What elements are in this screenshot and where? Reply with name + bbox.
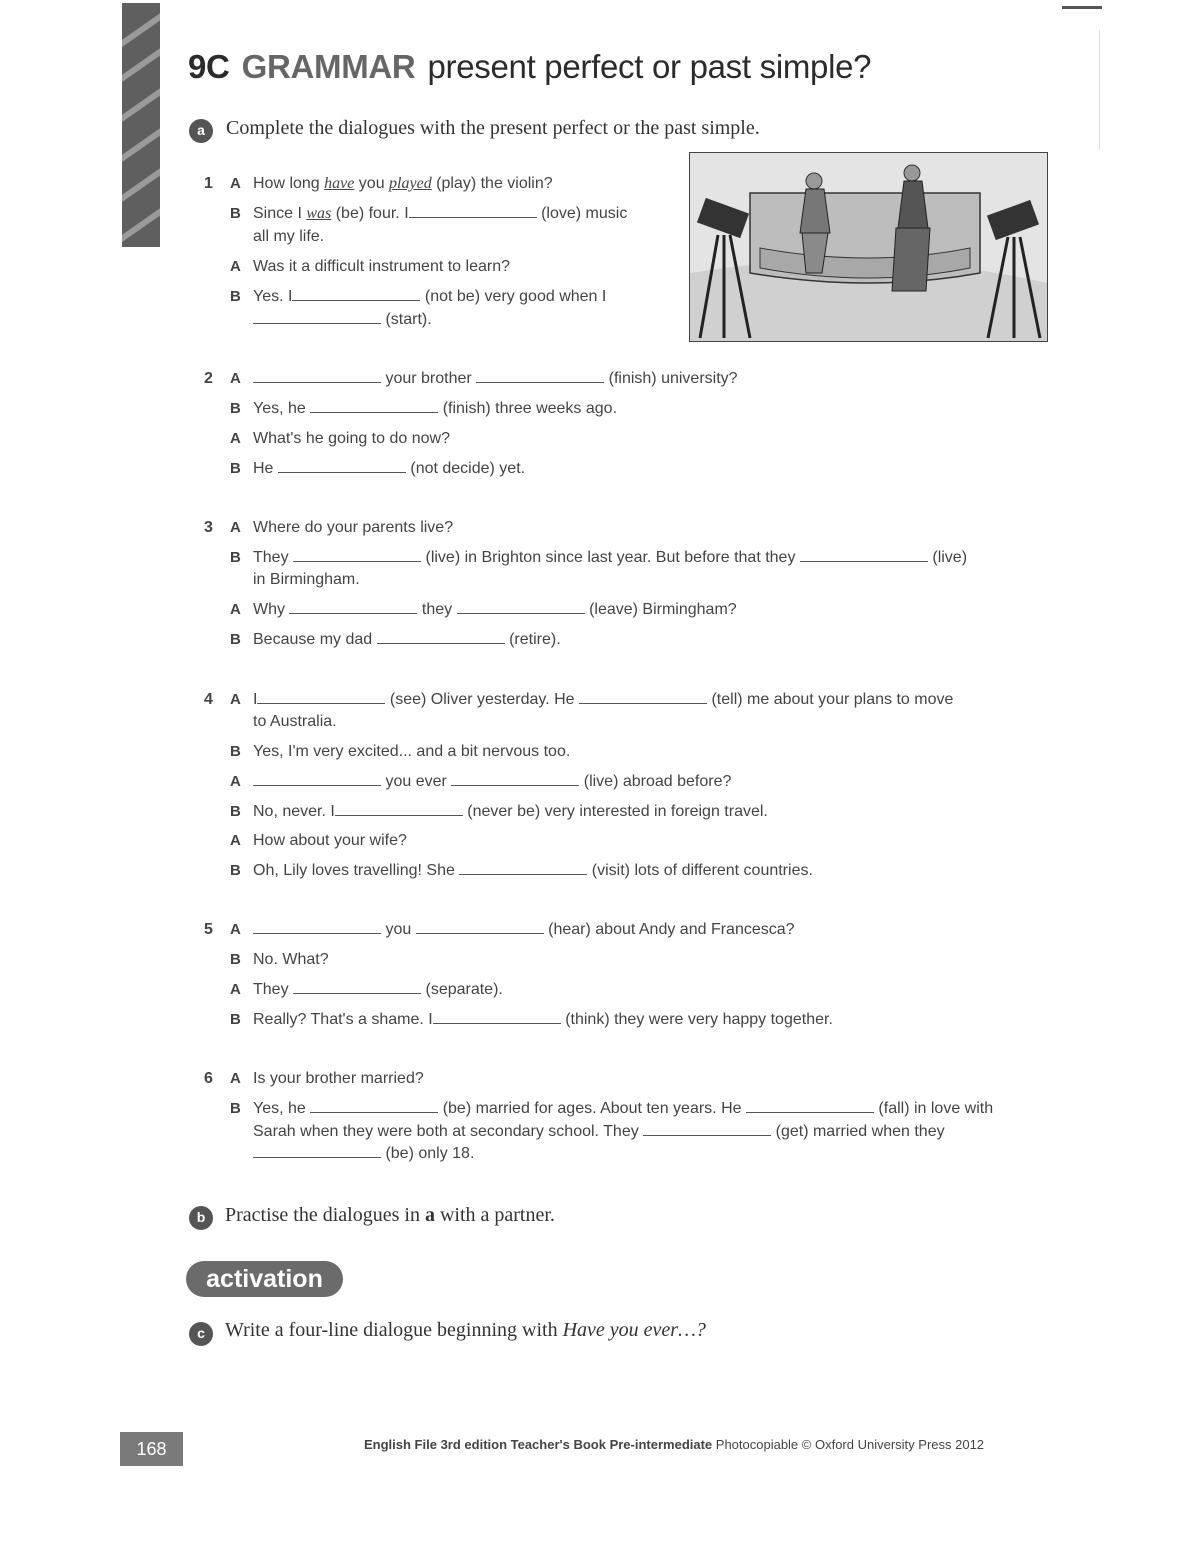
exercise-b-instruction: Practise the dialogues in a with a partner. (225, 1204, 555, 1226)
copyright-footer: English File 3rd edition Teacher's Book Pre-intermediate Photocopiable © Oxford University Press 2012 (364, 1437, 985, 1452)
speaker-label: B (230, 400, 241, 417)
handwritten-answer: played (389, 175, 432, 192)
dialogue-3-line-2-cont: in Birmingham. (253, 571, 360, 588)
tv-interview-illustration (689, 152, 1048, 342)
dialogue-5-line-1: you (hear) about Andy and Francesca? (253, 919, 795, 941)
answer-blank[interactable] (253, 1143, 381, 1158)
speaker-label: B (230, 205, 241, 222)
decorative-side-stripe (122, 3, 160, 247)
answer-blank[interactable] (746, 1098, 874, 1113)
answer-blank[interactable] (476, 368, 604, 383)
answer-blank[interactable] (579, 689, 707, 704)
answer-blank[interactable] (289, 599, 417, 614)
answer-blank[interactable] (377, 629, 505, 644)
speaker-label: B (230, 862, 241, 879)
answer-blank[interactable] (643, 1121, 771, 1136)
dialogue-4-line-1-cont: to Australia. (253, 713, 337, 730)
grammar-topic: present perfect or past simple? (427, 48, 872, 85)
dialogue-2-line-1: your brother (finish) university? (253, 368, 738, 390)
dialogue-2-line-4: He (not decide) yet. (253, 460, 526, 477)
dialogue-4-line-5: How about your wife? (253, 832, 407, 849)
dialogue-6-line-2-cont2: (be) only 18. (253, 1143, 474, 1165)
speaker-label: B (230, 951, 241, 968)
speaker-label: A (230, 370, 241, 387)
answer-blank[interactable] (416, 919, 544, 934)
dialogue-5-line-2: No. What? (253, 951, 329, 968)
dialogue-3-number: 3 (204, 519, 213, 536)
dialogue-4-line-1: I (see) Oliver yesterday. He (tell) me about your plans to move (253, 691, 954, 708)
activation-heading: activation (186, 1261, 343, 1297)
dialogue-4-number: 4 (204, 691, 213, 708)
answer-blank[interactable] (800, 547, 928, 562)
dialogue-6-line-2: Yes, he (be) married for ages. About ten years. He (fall) in love with (253, 1100, 994, 1117)
answer-blank[interactable] (433, 1009, 561, 1024)
dialogue-1-line-3: Was it a difficult instrument to learn? (253, 258, 510, 275)
speaker-label: A (230, 773, 241, 790)
dialogue-5-number: 5 (204, 921, 213, 938)
speaker-label: B (230, 1100, 241, 1117)
speaker-label: A (230, 691, 241, 708)
speaker-label: A (230, 832, 241, 849)
answer-blank[interactable] (253, 309, 381, 324)
dialogue-3-line-2: They (live) in Brighton since last year. But before that they (live) (253, 549, 968, 566)
answer-blank[interactable] (253, 368, 381, 383)
answer-blank[interactable] (310, 398, 438, 413)
exercise-a-instruction: Complete the dialogues with the present perfect or the past simple. (226, 117, 760, 139)
speaker-label: B (230, 288, 241, 305)
speaker-label: A (230, 601, 241, 618)
speaker-label: B (230, 803, 241, 820)
dialogue-2-line-2: Yes, he (finish) three weeks ago. (253, 400, 618, 417)
dialogue-1-line-1: How long have you played (play) the violin? (253, 175, 553, 192)
answer-blank[interactable] (253, 919, 381, 934)
speaker-label: A (230, 430, 241, 447)
speaker-label: A (230, 981, 241, 998)
exercise-b-badge: b (189, 1206, 213, 1230)
dialogue-1-line-4: Yes. I (not be) very good when I (253, 288, 607, 305)
handwritten-answer: have (324, 175, 355, 192)
dialogue-1-line-4-cont: (start). (253, 309, 432, 331)
dialogue-1-number: 1 (204, 175, 213, 192)
dialogue-6-number: 6 (204, 1070, 213, 1087)
speaker-label: B (230, 631, 241, 648)
dialogue-2-line-3: What's he going to do now? (253, 430, 450, 447)
answer-blank[interactable] (459, 860, 587, 875)
dialogue-1-line-2-cont: all my life. (253, 228, 325, 245)
speaker-label: B (230, 743, 241, 760)
speaker-label: A (230, 175, 241, 192)
corner-rule (1062, 6, 1102, 9)
speaker-label: A (230, 258, 241, 275)
answer-blank[interactable] (293, 547, 421, 562)
dialogue-6-line-2-cont: Sarah when they were both at secondary school. They (get) married when they (253, 1123, 945, 1140)
dialogue-4-line-6: Oh, Lily loves travelling! She (visit) lots of different countries. (253, 862, 813, 879)
answer-blank[interactable] (457, 599, 585, 614)
speaker-label: A (230, 519, 241, 536)
answer-blank[interactable] (409, 203, 537, 218)
answer-blank[interactable] (257, 689, 385, 704)
dialogue-3-line-1: Where do your parents live? (253, 519, 454, 536)
dialogue-5-line-4: Really? That's a shame. I (think) they were very happy together. (253, 1011, 833, 1028)
dialogue-2-number: 2 (204, 370, 213, 387)
exercise-c-instruction: Write a four-line dialogue beginning with Have you ever…? (225, 1319, 706, 1341)
speaker-label: B (230, 549, 241, 566)
dialogue-3-line-3: Why they (leave) Birmingham? (253, 601, 737, 618)
dialogue-5-line-3: They (separate). (253, 981, 503, 998)
dialogue-4-line-3: you ever (live) abroad before? (253, 771, 731, 793)
exercise-c-badge: c (189, 1322, 213, 1346)
answer-blank[interactable] (335, 801, 463, 816)
answer-blank[interactable] (292, 286, 420, 301)
answer-blank[interactable] (253, 771, 381, 786)
page-number: 168 (120, 1432, 183, 1466)
lesson-code: 9C (188, 48, 230, 85)
handwritten-answer: was (306, 205, 332, 222)
answer-blank[interactable] (293, 979, 421, 994)
dialogue-4-line-4: No, never. I (never be) very interested in foreign travel. (253, 803, 768, 820)
speaker-label: A (230, 921, 241, 938)
speaker-label: A (230, 1070, 241, 1087)
dialogue-4-line-2: Yes, I'm very excited... and a bit nervous too. (253, 743, 571, 760)
dialogue-1-line-2: Since I was (be) four. I (love) music (253, 205, 628, 222)
answer-blank[interactable] (310, 1098, 438, 1113)
page-title (188, 48, 871, 86)
speaker-label: B (230, 1011, 241, 1028)
answer-blank[interactable] (278, 458, 406, 473)
answer-blank[interactable] (451, 771, 579, 786)
exercise-a-badge: a (189, 119, 213, 143)
dialogue-3-line-4: Because my dad (retire). (253, 631, 561, 648)
edge-rule (1099, 30, 1100, 150)
section-label: GRAMMAR (241, 48, 416, 85)
speaker-label: B (230, 460, 241, 477)
dialogue-6-line-1: Is your brother married? (253, 1070, 424, 1087)
